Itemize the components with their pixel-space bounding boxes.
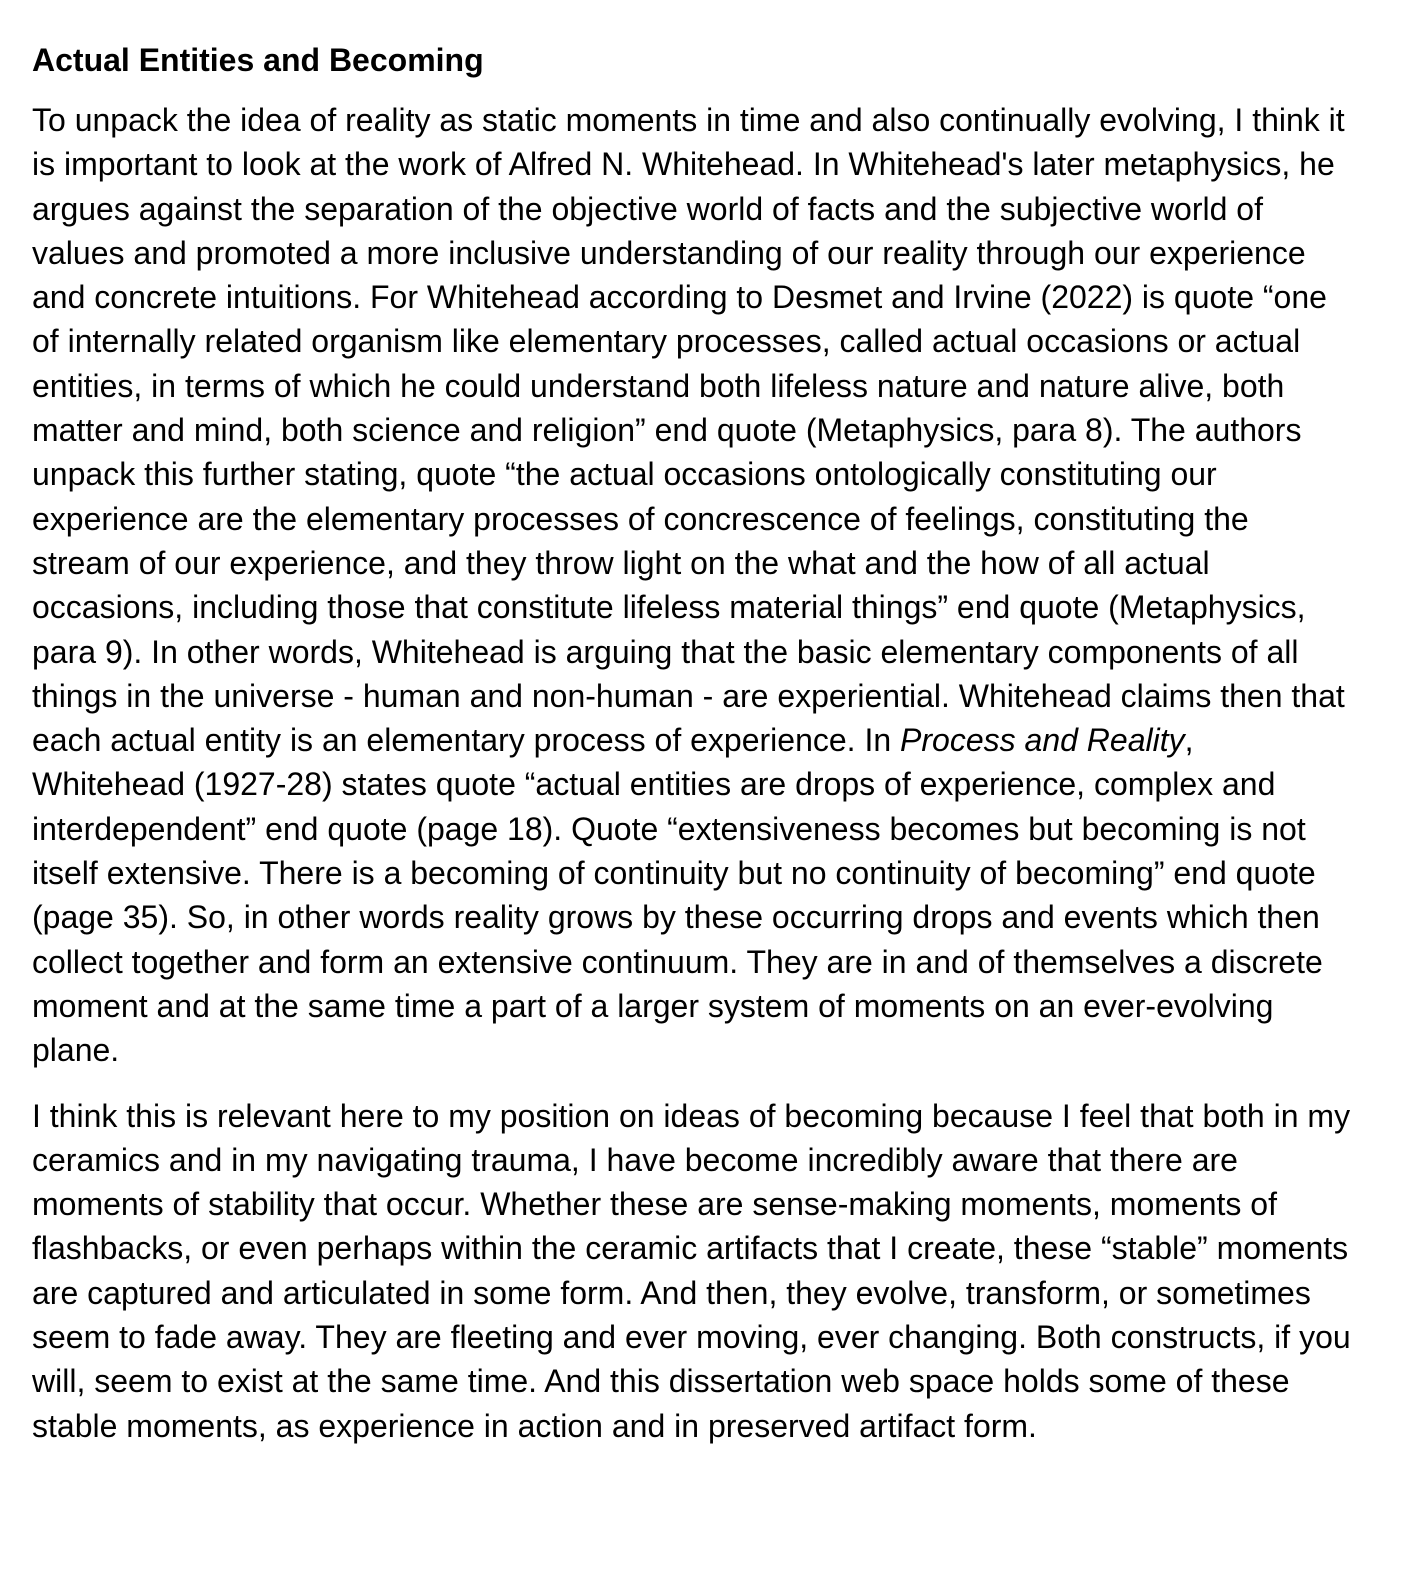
- paragraph-1-text-start: To unpack the idea of reality as static moments in time and also continually evolving, I think it is important to look at the work of Alfred N. Whitehead. In Whitehead's later metaphysics, he argues against the separation of the objective world of facts and the subjective world of values and promoted a more inclusive understanding of our reality through our experience and concrete intuitions. For Whitehead according to Desmet and Irvine (2022) is quote “one of internally related organism like elementary processes, called actual occasions or actual entities, in terms of which he could understand both lifeless nature and nature alive, both matter and mind, both science and religion” end quote (Metaphysics, para 8). The authors unpack this further stating, quote “the actual occasions ontologically constituting our experience are the elementary processes of concrescence of feelings, constituting the stream of our experience, and they throw light on the what and the how of all actual occasions, including those that constitute lifeless material things” end quote (Metaphysics, para 9). In other words, Whitehead is arguing that the basic elementary components of all things in the universe - human and non-human - are experiential. Whitehead claims then that each actual entity is an elementary process of experience. In: [32, 102, 1345, 759]
- book-title-italic: Process and Reality: [900, 722, 1185, 759]
- body-paragraph-1: [32, 98, 1352, 1073]
- body-paragraph-2: I think this is relevant here to my position on ideas of becoming because I feel that both in my ceramics and in my navigating trauma, I have become incredibly aware that there are moments of stability that occur. Whether these are sense-making moments, moments of flashbacks, or even perhaps within the ceramic artifacts that I create, these “stable” moments are captured and articulated in some form. And then, they evolve, transform, or sometimes seem to fade away. They are fleeting and ever moving, ever changing. Both constructs, if you will, seem to exist at the same time. And this dissertation web space holds some of these stable moments, as experience in action and in preserved artifact form.: [32, 1097, 1351, 1444]
- section-heading: Actual Entities and Becoming: [32, 42, 484, 78]
- paragraph-1-text-end: , Whitehead (1927-28) states quote “actual entities are drops of experience, complex and interdependent” end quote (page 18). Quote “extensiveness becomes but becoming is not itself extensive. There is a becoming of continuity but no continuity of becoming” end quote (page 35). So, in other words reality grows by these occurring drops and events which then collect together and form an extensive continuum. They are in and of themselves a discrete moment and at the same time a part of a larger system of moments on an ever-evolving plane.: [32, 722, 1323, 1069]
